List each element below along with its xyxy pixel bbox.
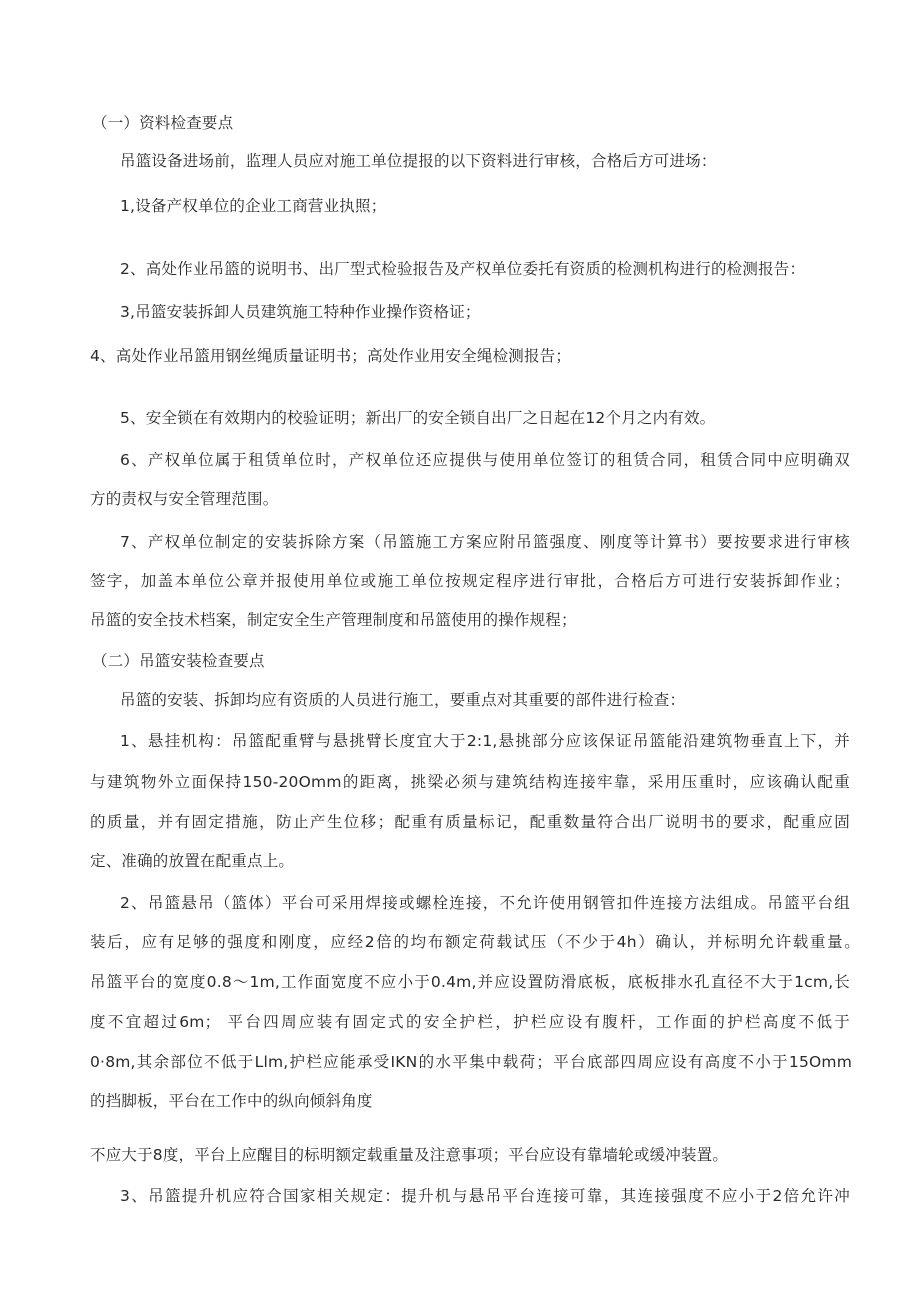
section-2-item-2-line-1: 2、吊篮悬吊（篮体）平台可采用焊接或螺栓连接，不允许使用钢管扣件连接方法组成。吊篮平台组	[120, 894, 850, 912]
section-2-item-2-line-3: 吊篮平台的宽度0.8～1m,工作面宽度不应小于0.4m,并应设置防滑底板，底板排水孔直径不大于1cm,长	[90, 973, 850, 991]
section-1-item-5: 5、安全锁在有效期内的校验证明；新出厂的安全锁自出厂之日起在12个月之内有效。	[120, 409, 716, 427]
section-2-item-2-line-6: 的挡脚板，平台在工作中的纵向倾斜角度	[90, 1092, 373, 1110]
section-2-item-2-line-4: 度不宜超过6m； 平台四周应装有固定式的安全护栏，护栏应设有腹杆，工作面的护栏高度不低于	[90, 1013, 850, 1031]
section-1-item-4: 4、高处作业吊篮用钢丝绳质量证明书；高处作业用安全绳检测报告；	[90, 347, 572, 365]
section-2-title: （二）吊篮安装检查要点	[92, 652, 265, 670]
section-1-item-6-line-1: 6、产权单位属于租赁单位时，产权单位还应提供与使用单位签订的租赁合同，租赁合同中应明确双	[120, 451, 850, 469]
section-2-item-3-line-1: 3、吊篮提升机应符合国家相关规定：提升机与悬吊平台连接可靠，其连接强度不应小于2倍允许冲	[120, 1187, 850, 1205]
section-2-item-2-line-7: 不应大于8度，平台上应醒目的标明额定载重量及注意事项；平台应设有靠墙轮或缓冲装置。	[90, 1146, 729, 1164]
section-2-item-2-line-2: 装后，应有足够的强度和刚度，应经2倍的均布额定荷载试压（不少于4h）确认，并标明允许载重量。	[90, 933, 860, 951]
section-2-intro: 吊篮的安装、拆卸均应有资质的人员进行施工，要重点对其重要的部件进行检查：	[120, 691, 686, 709]
section-1-title: （一）资料检查要点	[92, 114, 234, 132]
section-1-item-2: 2、高处作业吊篮的说明书、出厂型式检验报告及产权单位委托有资质的检测机构进行的检测报告：	[120, 260, 806, 278]
section-1-item-7-line-1: 7、产权单位制定的安装拆除方案（吊篮施工方案应附吊篮强度、刚度等计算书）要按要求进行审核	[120, 533, 850, 551]
section-2-item-1-line-3: 的质量，并有固定措施，防止产生位移；配重有质量标记，配重数量符合出厂说明书的要求，配重应固	[90, 813, 850, 831]
section-1-intro: 吊篮设备进场前，监理人员应对施工单位提报的以下资料进行审核，合格后方可进场：	[120, 152, 717, 170]
section-1-item-3: 3,吊篮安装拆卸人员建筑施工特种作业操作资格证；	[120, 303, 481, 321]
section-1-item-6-line-2: 方的责权与安全管理范围。	[90, 490, 279, 508]
section-2-item-1-line-4: 定、准确的放置在配重点上。	[90, 852, 295, 870]
section-2-item-2-line-5: 0·8m,其余部位不低于Llm,护栏应能承受IKN的水平集中载荷；平台底部四周应设有高度不小于15Omm	[90, 1053, 852, 1071]
section-2-item-1-line-1: 1、悬挂机构：吊篮配重臂与悬挑臂长度宜大于2:1,悬挑部分应该保证吊篮能沿建筑物垂直上下，并	[120, 732, 850, 750]
section-1-item-7-line-3: 吊篮的安全技术档案，制定安全生产管理制度和吊篮使用的操作规程；	[90, 611, 577, 629]
section-1-item-1: 1,设备产权单位的企业工商营业执照；	[120, 197, 387, 215]
section-2-item-1-line-2: 与建筑物外立面保持150-20Omm的距离，挑梁必须与建筑结构连接牢靠，采用压重时，应该确认配重	[90, 773, 850, 791]
section-1-item-7-line-2: 签字，加盖本单位公章并报使用单位或施工单位按规定程序进行审批，合格后方可进行安装拆卸作业；	[90, 572, 850, 590]
